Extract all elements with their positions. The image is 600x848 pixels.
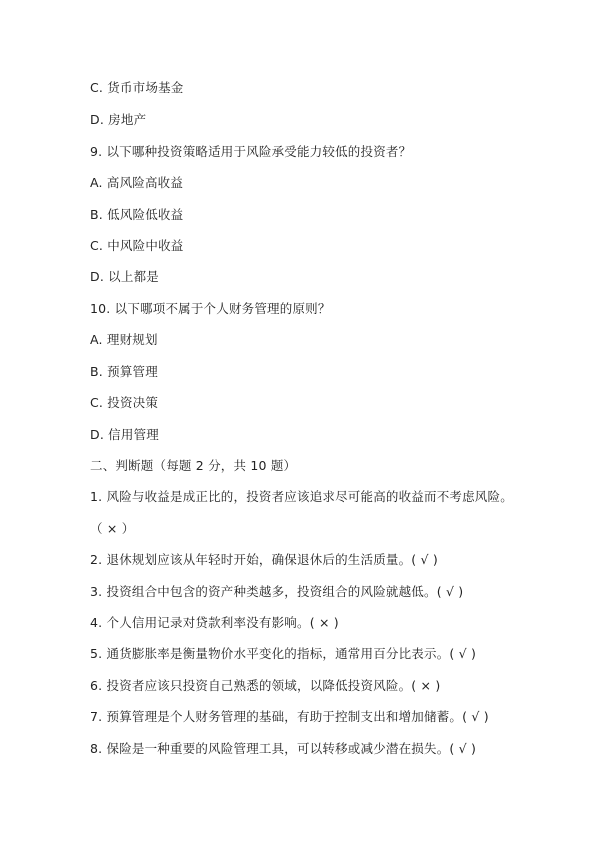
statement-7: 7. 预算管理是个人财务管理的基础，有助于控制支出和增加储蓄。( √ ) (90, 709, 489, 724)
statement-5: 5. 通货膨胀率是衡量物价水平变化的指标，通常用百分比表示。( √ ) (90, 646, 477, 661)
statement-1: 1. 风险与收益是成正比的，投资者应该追求尽可能高的收益而不考虑风险。 (90, 489, 513, 504)
statement-2: 2. 退休规划应该从年轻时开始，确保退休后的生活质量。( √ ) (90, 552, 438, 567)
option-c-medium-risk: C. 中风险中收益 (90, 238, 184, 253)
question-10: 10. 以下哪项不属于个人财务管理的原则？ (90, 301, 331, 316)
statement-3: 3. 投资组合中包含的资产种类越多，投资组合的风险就越低。( √ ) (90, 584, 464, 599)
option-d-all-above: D. 以上都是 (90, 269, 159, 284)
option-b-low-risk: B. 低风险低收益 (90, 207, 184, 222)
statement-6: 6. 投资者应该只投资自己熟悉的领域，以降低投资风险。( × ) (90, 678, 441, 693)
statement-8: 8. 保险是一种重要的风险管理工具，可以转移或减少潜在损失。( √ ) (90, 741, 477, 756)
option-a-financial-planning: A. 理财规划 (90, 332, 158, 347)
option-d-credit-management: D. 信用管理 (90, 427, 159, 442)
statement-1-answer: （ × ） (90, 521, 135, 536)
option-b-budget-management: B. 预算管理 (90, 364, 158, 379)
option-c-investment-decision: C. 投资决策 (90, 395, 159, 410)
statement-4: 4. 个人信用记录对贷款利率没有影响。( × ) (90, 615, 339, 630)
question-9: 9. 以下哪种投资策略适用于风险承受能力较低的投资者？ (90, 144, 412, 159)
option-c-money-market-fund: C. 货币市场基金 (90, 80, 184, 95)
option-d-real-estate: D. 房地产 (90, 112, 147, 127)
option-a-high-risk: A. 高风险高收益 (90, 175, 184, 190)
section-heading-true-false: 二、判断题（每题 2 分，共 10 题） (90, 458, 297, 473)
